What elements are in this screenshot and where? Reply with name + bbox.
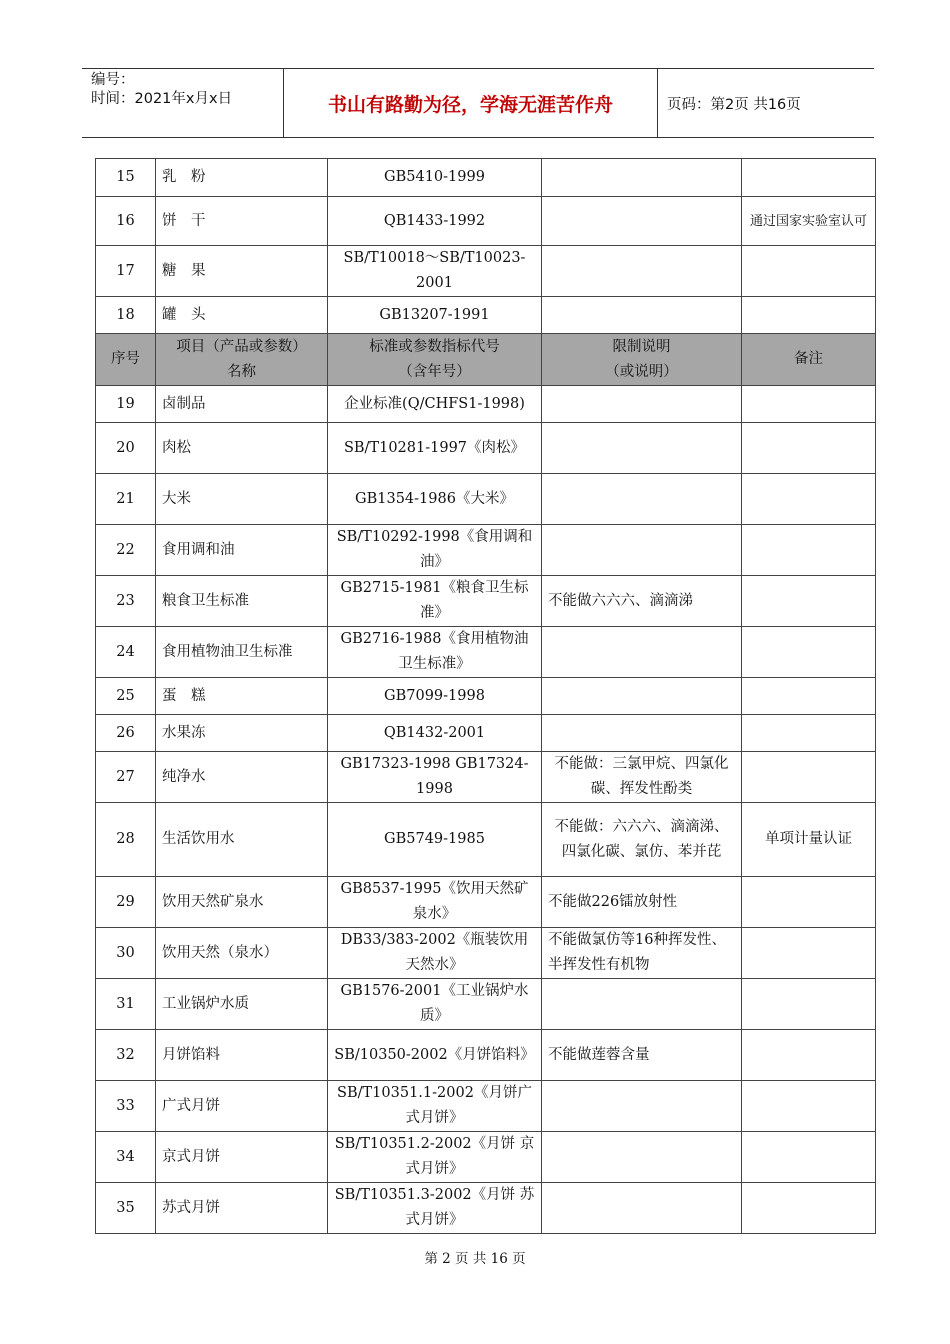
row-no: 22 xyxy=(96,525,156,576)
row-no: 31 xyxy=(96,979,156,1030)
row-no: 18 xyxy=(96,297,156,334)
row-remark xyxy=(742,627,876,678)
row-code: GB2715-1981《粮食卫生标准》 xyxy=(328,576,542,627)
row-no: 30 xyxy=(96,928,156,979)
row-remark xyxy=(742,576,876,627)
table-row xyxy=(96,1132,876,1183)
row-no: 26 xyxy=(96,715,156,752)
row-name: 京式月饼 xyxy=(156,1132,328,1183)
row-no: 32 xyxy=(96,1030,156,1081)
row-code: SB/T10351.2-2002《月饼 京式月饼》 xyxy=(328,1132,542,1183)
row-code: GB5410-1999 xyxy=(328,159,542,197)
row-limit: 不能做226镭放射性 xyxy=(542,877,742,928)
row-remark xyxy=(742,525,876,576)
row-no: 16 xyxy=(96,197,156,246)
col-header-code-l1: 标准或参数指标代号 xyxy=(369,338,500,355)
row-no: 19 xyxy=(96,386,156,423)
row-name: 苏式月饼 xyxy=(156,1183,328,1234)
row-remark xyxy=(742,159,876,197)
col-header-limit xyxy=(542,334,742,386)
row-remark xyxy=(742,423,876,474)
table-row xyxy=(96,297,876,334)
row-no: 28 xyxy=(96,803,156,877)
row-limit xyxy=(542,1183,742,1234)
row-code: SB/T10351.1-2002《月饼广式月饼》 xyxy=(328,1081,542,1132)
row-code: GB13207-1991 xyxy=(328,297,542,334)
table-row xyxy=(96,159,876,197)
table-row xyxy=(96,627,876,678)
row-code: SB/10350-2002《月饼馅料》 xyxy=(328,1030,542,1081)
row-remark xyxy=(742,1030,876,1081)
col-header-code xyxy=(328,334,542,386)
row-remark xyxy=(742,1183,876,1234)
row-limit: 不能做氯仿等16种挥发性、半挥发性有机物 xyxy=(542,928,742,979)
row-remark xyxy=(742,715,876,752)
row-code: GB5749-1985 xyxy=(328,803,542,877)
col-header-remark: 备注 xyxy=(742,334,876,386)
table-row xyxy=(96,246,876,297)
table-body xyxy=(96,386,876,1234)
table-row xyxy=(96,197,876,246)
row-no: 27 xyxy=(96,752,156,803)
row-limit xyxy=(542,1081,742,1132)
row-limit xyxy=(542,386,742,423)
row-no: 34 xyxy=(96,1132,156,1183)
row-limit: 不能做莲蓉含量 xyxy=(542,1030,742,1081)
row-name: 食用植物油卫生标准 xyxy=(156,627,328,678)
table-row xyxy=(96,386,876,423)
row-name: 饮用天然（泉水） xyxy=(156,928,328,979)
row-code: GB17323-1998 GB17324-1998 xyxy=(328,752,542,803)
row-remark xyxy=(742,877,876,928)
row-remark xyxy=(742,752,876,803)
row-limit xyxy=(542,297,742,334)
table-row xyxy=(96,803,876,877)
page-footer: 第 2 页 共 16 页 xyxy=(424,1251,526,1267)
row-limit xyxy=(542,423,742,474)
row-limit: 不能做六六六、滴滴涕 xyxy=(542,576,742,627)
row-remark xyxy=(742,386,876,423)
row-no: 25 xyxy=(96,678,156,715)
row-remark xyxy=(742,979,876,1030)
table-row xyxy=(96,928,876,979)
row-limit xyxy=(542,474,742,525)
table-row xyxy=(96,525,876,576)
row-no: 15 xyxy=(96,159,156,197)
col-header-limit-l2: （或说明） xyxy=(605,363,678,380)
row-remark xyxy=(742,474,876,525)
row-limit xyxy=(542,979,742,1030)
row-name: 广式月饼 xyxy=(156,1081,328,1132)
row-name: 乳 粉 xyxy=(156,159,328,197)
table-row xyxy=(96,877,876,928)
row-name: 饼 干 xyxy=(156,197,328,246)
row-remark xyxy=(742,1132,876,1183)
row-no: 24 xyxy=(96,627,156,678)
row-limit: 不能做：三氯甲烷、四氯化碳、挥发性酚类 xyxy=(542,752,742,803)
header-page-label: 页码：第2页 共16页 xyxy=(667,96,801,113)
row-name: 蛋 糕 xyxy=(156,678,328,715)
table-row xyxy=(96,715,876,752)
row-name: 糖 果 xyxy=(156,246,328,297)
row-code: DB33/383-2002《瓶装饮用天然水》 xyxy=(328,928,542,979)
row-code: SB/T10292-1998《食用调和油》 xyxy=(328,525,542,576)
row-name: 大米 xyxy=(156,474,328,525)
row-code: GB1576-2001《工业锅炉水质》 xyxy=(328,979,542,1030)
row-name: 罐 头 xyxy=(156,297,328,334)
table-row xyxy=(96,678,876,715)
col-header-no: 序号 xyxy=(96,334,156,386)
row-code: GB8537-1995《饮用天然矿泉水》 xyxy=(328,877,542,928)
row-code: GB2716-1988《食用植物油卫生标准》 xyxy=(328,627,542,678)
row-code: 企业标准(Q/CHFS1-1998) xyxy=(328,386,542,423)
row-remark xyxy=(742,246,876,297)
row-limit xyxy=(542,627,742,678)
table-header-row xyxy=(96,334,876,386)
row-name: 水果冻 xyxy=(156,715,328,752)
row-name: 粮食卫生标准 xyxy=(156,576,328,627)
row-code: GB1354-1986《大米》 xyxy=(328,474,542,525)
table-row xyxy=(96,979,876,1030)
row-limit xyxy=(542,197,742,246)
row-code: SB/T10351.3-2002《月饼 苏式月饼》 xyxy=(328,1183,542,1234)
table-row xyxy=(96,423,876,474)
standards-table xyxy=(95,158,876,1234)
table-row xyxy=(96,752,876,803)
table-row xyxy=(96,474,876,525)
row-limit xyxy=(542,715,742,752)
table-row xyxy=(96,1081,876,1132)
row-name: 月饼馅料 xyxy=(156,1030,328,1081)
col-header-name xyxy=(156,334,328,386)
row-name: 生活饮用水 xyxy=(156,803,328,877)
row-code: GB7099-1998 xyxy=(328,678,542,715)
row-limit: 不能做：六六六、滴滴涕、四氯化碳、氯仿、苯并芘 xyxy=(542,803,742,877)
row-name: 卤制品 xyxy=(156,386,328,423)
row-remark xyxy=(742,297,876,334)
row-no: 23 xyxy=(96,576,156,627)
header-motto: 书山有路勤为径，学海无涯苦作舟 xyxy=(284,69,658,137)
table-row xyxy=(96,1183,876,1234)
row-no: 21 xyxy=(96,474,156,525)
row-name: 纯净水 xyxy=(156,752,328,803)
row-limit xyxy=(542,246,742,297)
row-limit xyxy=(542,678,742,715)
col-header-name-l1: 项目（产品或参数） xyxy=(176,338,307,355)
serial-label: 编号： xyxy=(91,72,135,88)
header-meta xyxy=(82,69,284,137)
row-remark: 单项计量认证 xyxy=(742,803,876,877)
row-name: 工业锅炉水质 xyxy=(156,979,328,1030)
row-no: 17 xyxy=(96,246,156,297)
row-limit xyxy=(542,159,742,197)
page-header xyxy=(82,68,874,138)
row-code: SB/T10281-1997《肉松》 xyxy=(328,423,542,474)
row-name: 食用调和油 xyxy=(156,525,328,576)
row-remark xyxy=(742,678,876,715)
row-no: 29 xyxy=(96,877,156,928)
row-limit xyxy=(542,1132,742,1183)
row-no: 35 xyxy=(96,1183,156,1234)
row-remark xyxy=(742,1081,876,1132)
row-limit xyxy=(542,525,742,576)
row-name: 饮用天然矿泉水 xyxy=(156,877,328,928)
row-code: QB1433-1992 xyxy=(328,197,542,246)
row-code: SB/T10018～SB/T10023-2001 xyxy=(328,246,542,297)
table-row xyxy=(96,1030,876,1081)
col-header-name-l2: 名称 xyxy=(227,363,256,380)
row-code: QB1432-2001 xyxy=(328,715,542,752)
row-remark: 通过国家实验室认可 xyxy=(742,197,876,246)
col-header-limit-l1: 限制说明 xyxy=(612,338,671,355)
col-header-code-l2: （含年号） xyxy=(398,363,471,380)
table-row xyxy=(96,576,876,627)
row-no: 20 xyxy=(96,423,156,474)
row-no: 33 xyxy=(96,1081,156,1132)
time-label: 时间：2021年x月x日 xyxy=(91,91,233,107)
row-name: 肉松 xyxy=(156,423,328,474)
row-remark xyxy=(742,928,876,979)
